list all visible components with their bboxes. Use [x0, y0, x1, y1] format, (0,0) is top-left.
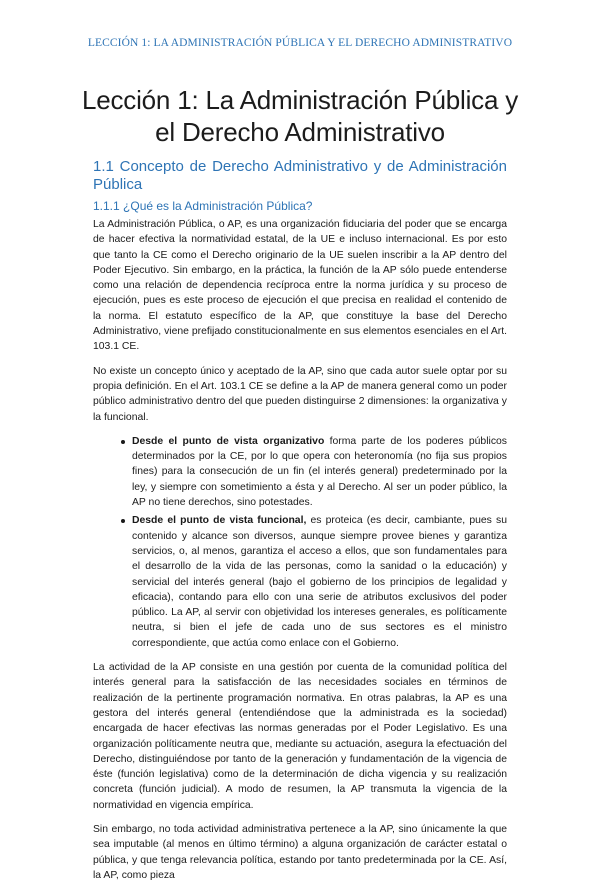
subsection-heading-1-1-1: 1.1.1 ¿Qué es la Administración Pública? [93, 199, 313, 213]
paragraph-dimensions: No existe un concepto único y aceptado de la AP, sino que cada autor suele optar por su propia definición. En el Art. 103.1 CE se define a la AP de manera general como un poder público administrativo dentro del que pueden distinguirse 2 dimensiones: la organizativa y la funcional. [93, 365, 507, 423]
list-item-lead: Desde el punto de vista funcional, [132, 515, 307, 527]
list-item-text: forma parte de los poderes públicos determinados por la CE, por lo que opera con heteronomía (no fija sus propios fines) para la consecución de un fin (el interés general) predeterminado por la ley, y siempre con sometimiento a ésta y al Derecho. Al ser un poder público, la AP no tiene derechos, sino potestades. [132, 435, 507, 509]
paragraph-definition: La Administración Pública, o AP, es una organización fiduciaria del poder que se encarga de hacer efectiva la normatividad estatal, de la UE e incluso internacional. Es por esto que tanto la CE como el Derecho originario de la UE suelen inscribir a la AP dentro del Poder Ejecutivo. Sin embargo, en la práctica, la función de la AP sólo puede entenderse como una relación de dependencia recíproca entre la norma jurídica y su proceso de ejecución, pues es este proceso de ejecución el que precisa en realidad el contenido de la norma. El estatuto específico de la AP, que constituye la base del Derecho Administrativo, viene prefijado constitucionalmente en sus elementos esenciales en el Art. 103.1 CE. [93, 219, 507, 353]
paragraph-imputability: Sin embargo, no toda actividad administrativa pertenece a la AP, sino únicamente la que sea imputable (al menos en último término) a alguna organización de carácter estatal o pública, y que tenga relevancia política, estando por tanto predeterminada por la CE. Así, la AP, como pieza [93, 823, 507, 881]
lesson-title-line-2: el Derecho Administrativo [155, 117, 445, 147]
paragraph-activity: La actividad de la AP consiste en una gestión por cuenta de la comunidad política del interés general para la satisfacción de las necesidades sociales en términos de realización de la pertinente programación normativa. En otras palabras, la AP es una gestora del interés general (entendiéndose que la administrada es la sociedad) encargada de hacer efectivas las normas generadas por el Poder Legislativo. Es una organización políticamente neutra que, mediante su actuación, asegura la efectuación del Derecho, distinguiéndose por tanto de la generación y fundamentación de la vigencia de éste (función legislativa) como de la determinación de dicha vigencia y su realización concreta (función judicial). A modo de resumen, la AP transmuta la vigencia de la normatividad en vigencia empírica. [93, 662, 507, 811]
list-item-lead: Desde el punto de vista organizativo [132, 435, 325, 447]
running-header: LECCIÓN 1: LA ADMINISTRACIÓN PÚBLICA Y EL DERECHO ADMINISTRATIVO [87, 37, 513, 49]
list-item-functional [132, 513, 507, 651]
lesson-title [60, 84, 540, 148]
section-heading-1-1: 1.1 Concepto de Derecho Administrativo y de Administración Pública [93, 158, 507, 193]
dimensions-list [93, 434, 507, 651]
lesson-title-line-1: Lección 1: La Administración Pública y [81, 85, 519, 115]
list-item-organizational [132, 434, 507, 510]
document-body [93, 217, 507, 892]
list-item-text: es proteica (es decir, cambiante, pues su contenido y alcance son diversos, aunque siempre provee bienes y garantiza servicios, o, al menos, garantiza el acceso a ellos, que son fundamentales para el desarrollo de la vida de las personas, como la sanidad o la educación) y servicial del interés general (bajo el gobierno de los principios de legalidad y eficacia), contando para ello con una serie de atributos exclusivos del poder público. La AP, al servir con objetividad los intereses generales, es políticamente neutra, si bien el jefe de cada uno de sus sectores es el ministro correspondiente, que actúa como enlace con el Gobierno. [132, 515, 507, 649]
